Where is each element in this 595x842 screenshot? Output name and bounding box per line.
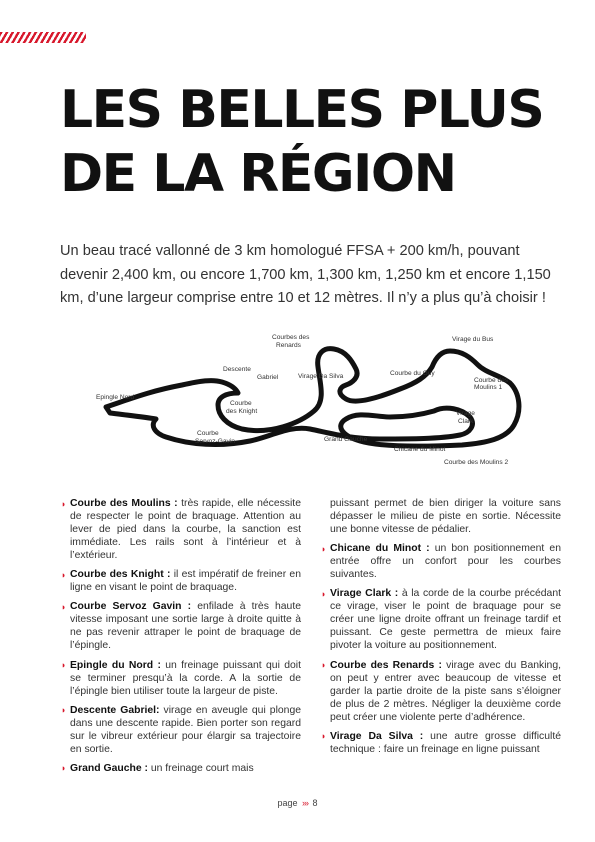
item-term: Chicane du Minot :	[330, 543, 430, 555]
title-line-1: LES BELLES PLUS	[60, 80, 544, 140]
item-text: un bon positionnement en entrée offre un confort pour les courbes suivantes.	[330, 543, 561, 581]
map-label-courbe-moulins1-2: Moulins 1	[474, 384, 503, 391]
intro-paragraph: Un beau tracé vallonné de 3 km homologué FFSA + 200 km/h, pouvant devenir 2,400 km, ou encore 1,700 km, 1,300 km, 1,250 km et encore 1,150 km, d’une largeur comprise entre 10 et 12 mètres. Il n’y a plus qu’à choisir !	[60, 243, 551, 306]
map-label-courbe-moulins2: Courbe des Moulins 2	[444, 459, 509, 466]
item-term: Courbe des Renards :	[330, 659, 442, 671]
map-label-grand-gauche: Grand Gauche	[324, 436, 368, 443]
map-label-descente-gabriel-1: Descente	[223, 366, 251, 373]
list-item	[62, 659, 301, 698]
list-item	[62, 497, 301, 562]
item-term: Courbe des Knight :	[70, 569, 171, 581]
list-item	[62, 600, 301, 652]
list-item	[322, 587, 561, 652]
chevrons-icon: ›››	[302, 798, 308, 808]
page-footer	[0, 798, 595, 808]
bullet-icon: ◗	[321, 731, 327, 742]
bullet-icon: ◗	[321, 660, 327, 671]
bullet-icon: ◗	[61, 498, 67, 509]
right-column	[322, 497, 561, 762]
item-term: Courbe Servoz Gavin :	[70, 601, 192, 613]
item-text: un freinage puissant qui doit se terminer presqu’à la corde. A la sortie de l’épingle bien utiliser toute la largeur de piste.	[70, 659, 301, 697]
decorative-red-stripes	[0, 32, 86, 43]
bullet-icon: ◗	[321, 588, 327, 599]
bullet-icon: ◗	[61, 601, 67, 612]
item-term: Virage Clark :	[330, 588, 399, 600]
bullet-icon: ◗	[61, 569, 67, 580]
continued-text: puissant permet de bien diriger la voiture sans dépasser le milieu de piste en sortie. Nécessite une bonne vitesse de pédalier.	[330, 498, 561, 536]
item-term: Virage Da Silva :	[330, 730, 424, 742]
item-term: Descente Gabriel:	[70, 704, 160, 716]
item-term: Grand Gauche :	[70, 762, 148, 774]
bullet-icon: ◗	[61, 763, 67, 774]
list-item	[322, 542, 561, 581]
item-text: très rapide, elle nécessite de respecter le point de braquage. Attention au lever de pied dans la courbe, la sanction est immédiate. Les rails sont à l’intérieur et à l’extérieur.	[70, 498, 301, 562]
list-item	[322, 730, 561, 756]
map-label-courbe-guy: Courbe du Guy	[390, 370, 435, 377]
item-text: une autre grosse difficulté technique : faire un freinage en ligne puissant	[330, 730, 562, 755]
bullet-icon: ◗	[61, 705, 67, 716]
page-number: 8	[312, 798, 318, 808]
item-text: à la corde de la courbe précédant ce virage, viser le point de braquage pour se créer une ligne droite offrant un freinage tardif et puissant. Ce geste permettra de mieux faire pivoter la voiture au positionnement.	[330, 588, 561, 652]
map-label-virage-clark-1: Virage	[456, 410, 475, 417]
track-outline	[106, 349, 519, 447]
map-label-courbe-knight-2: des Knight	[226, 408, 258, 415]
list-item	[62, 762, 301, 775]
title-line-2: DE LA RÉGION	[60, 144, 456, 204]
bullet-icon: ◗	[321, 543, 327, 554]
map-label-courbe-renards-2: Renards	[276, 342, 301, 349]
left-column	[62, 497, 301, 781]
map-label-chicane-minot: Chicane du Minot	[394, 446, 446, 453]
item-text: enfilade à très haute vitesse imposant une sortie large à droite quitte à ne pas revenir attraper le point de braquage de l’épingle.	[70, 601, 301, 652]
map-label-virage-clark-2: Clark	[458, 418, 474, 425]
bullet-icon: ◗	[61, 660, 67, 671]
page-title	[60, 78, 590, 206]
map-label-courbe-servoz-1: Courbe	[197, 430, 219, 437]
list-item	[62, 704, 301, 756]
item-term: Courbe des Moulins :	[70, 498, 178, 509]
map-label-courbe-moulins1-1: Courbe des	[474, 377, 509, 384]
item-term: Epingle du Nord :	[70, 659, 161, 671]
list-item	[62, 568, 301, 594]
footer-label: page	[277, 798, 298, 808]
map-label-courbe-knight-1: Courbe	[230, 400, 252, 407]
item-text: virage avec du Banking, on peut y entrer avec beaucoup de vitesse et garder la partie droite de la piste sans s’éloigner de plus de 2 mètres. Négliger la deuxième corde peut créer une violente perte d’adhérence.	[330, 659, 561, 723]
item-text: il est impératif de freiner en ligne en visant le point de braquage.	[70, 569, 301, 594]
map-label-descente-gabriel-2: Gabriel	[257, 374, 279, 381]
map-label-courbe-servoz-2: Servoz-Gavin	[195, 438, 235, 445]
map-label-virage-bus: Virage du Bus	[452, 336, 494, 343]
item-text: un freinage court mais	[147, 762, 254, 774]
map-label-courbe-renards-1: Courbes des	[272, 334, 310, 341]
track-map	[90, 325, 530, 473]
list-item	[322, 659, 561, 724]
map-label-epingle-nord: Epingle Nord	[96, 394, 135, 401]
item-text: virage en aveugle qui plonge dans une descente rapide. Bien porter son regard sur le vibreur extérieur pour élargir sa trajectoire en sortie.	[70, 704, 302, 755]
map-label-virage-da-silva: Virage Da Silva	[298, 373, 344, 380]
